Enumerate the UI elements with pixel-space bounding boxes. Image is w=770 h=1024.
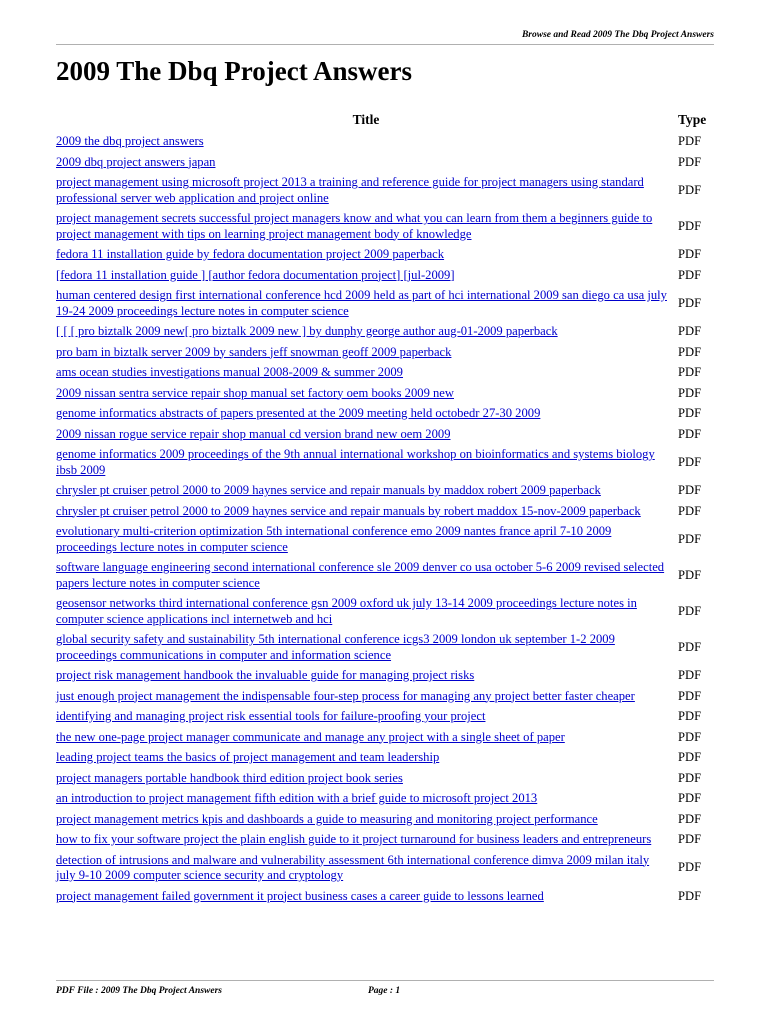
table-row (56, 687, 714, 708)
document-title-link[interactable]: chrysler pt cruiser petrol 2000 to 2009 haynes service and repair manuals by robert maddox 15-nov-2009 paperback (56, 503, 641, 518)
title-cell (56, 830, 676, 851)
page-title: 2009 The Dbq Project Answers (56, 56, 412, 86)
title-cell (56, 266, 676, 287)
title-cell (56, 245, 676, 266)
table-row (56, 153, 714, 174)
document-title-link[interactable]: geosensor networks third international conference gsn 2009 oxford uk july 13-14 2009 proceedings lecture notes in computer science applications incl internetweb and hci (56, 596, 637, 626)
document-title-link[interactable]: the new one-page project manager communicate and manage any project with a single sheet of paper (56, 729, 565, 744)
document-title-link[interactable]: 2009 the dbq project answers (56, 134, 204, 148)
title-cell (56, 384, 676, 405)
title-cell (56, 728, 676, 749)
document-title-link[interactable]: detection of intrusions and malware and vulnerability assessment 6th international conference dimva 2009 milan italy july 9-10 2009 computer science security and cryptology (56, 852, 650, 882)
table-row (56, 887, 714, 908)
file-type-label: PDF (678, 483, 702, 497)
column-header-type: Type (678, 112, 707, 127)
title-cell (56, 851, 676, 887)
file-type-label: PDF (678, 888, 702, 903)
document-title-link[interactable]: identifying and managing project risk essential tools for failure-proofing your project (56, 709, 486, 723)
table-row (56, 748, 714, 769)
file-type-label: PDF (678, 218, 702, 233)
document-title-link[interactable]: project managers portable handbook third edition project book series (56, 770, 403, 785)
title-cell (56, 887, 676, 908)
title-cell (56, 445, 676, 481)
document-title-link[interactable]: 2009 dbq project answers japan (56, 154, 216, 169)
table-header-row (56, 110, 714, 132)
title-cell (56, 630, 676, 666)
title-cell (56, 425, 676, 446)
document-title-link[interactable]: project management failed government it project business cases a career guide to lessons learned (56, 888, 544, 903)
file-type-label: PDF (678, 603, 702, 618)
file-type-label: PDF (678, 406, 702, 420)
document-table (56, 110, 714, 907)
document-title-link[interactable]: just enough project management the indispensable four-step process for managing any project better faster cheaper (56, 688, 635, 703)
file-type-label: PDF (678, 344, 702, 359)
document-title-link[interactable]: project management metrics kpis and dashboards a guide to measuring and monitoring project performance (56, 811, 598, 826)
table-row (56, 522, 714, 558)
table-row (56, 630, 714, 666)
table-row (56, 343, 714, 364)
file-type-label: PDF (678, 811, 702, 826)
footer-divider (56, 980, 714, 981)
document-title-link[interactable]: how to fix your software project the plain english guide to it project turnaround for business leaders and entrepreneurs (56, 832, 652, 846)
table-row (56, 558, 714, 594)
document-title-link[interactable]: pro bam in biztalk server 2009 by sanders jeff snowman geoff 2009 paperback (56, 344, 452, 359)
document-title-link[interactable]: 2009 nissan rogue service repair shop manual cd version brand new oem 2009 (56, 426, 451, 441)
table-row (56, 209, 714, 245)
document-title-link[interactable]: project management using microsoft project 2013 a training and reference guide for project managers using standard professional server web application and project online (56, 175, 644, 205)
table-row (56, 132, 714, 153)
table-body (56, 132, 714, 907)
file-type-label: PDF (678, 426, 702, 441)
table-row (56, 404, 714, 425)
document-title-link[interactable]: project risk management handbook the invaluable guide for managing project risks (56, 668, 475, 682)
table-row (56, 245, 714, 266)
file-type-label: PDF (678, 454, 702, 469)
title-cell (56, 502, 676, 523)
table-row (56, 266, 714, 287)
table-row (56, 769, 714, 790)
file-type-label: PDF (678, 567, 702, 582)
title-cell (56, 481, 676, 502)
document-title-link[interactable]: chrysler pt cruiser petrol 2000 to 2009 haynes service and repair manuals by maddox robert 2009 paperback (56, 483, 601, 497)
table-row (56, 502, 714, 523)
file-type-label: PDF (678, 860, 702, 875)
title-cell (56, 404, 676, 425)
file-type-label: PDF (678, 503, 702, 518)
title-cell (56, 209, 676, 245)
title-cell (56, 594, 676, 630)
table-row (56, 445, 714, 481)
page-header: Browse and Read 2009 The Dbq Project Answers (521, 30, 714, 40)
file-type-label: PDF (678, 729, 702, 744)
file-type-label: PDF (678, 247, 702, 261)
document-title-link[interactable]: [fedora 11 installation guide ] [author fedora documentation project] [jul-2009] (56, 267, 455, 282)
title-cell (56, 132, 676, 153)
file-type-label: PDF (678, 134, 702, 148)
table-row (56, 594, 714, 630)
title-cell (56, 322, 676, 343)
table-row (56, 728, 714, 749)
document-title-link[interactable]: human centered design first international conference hcd 2009 held as part of hci international 2009 san diego ca usa july 19-24 2009 proceedings lecture notes in computer science (56, 288, 667, 318)
header-divider (56, 44, 714, 45)
title-cell (56, 343, 676, 364)
table-row (56, 666, 714, 687)
file-type-label: PDF (678, 267, 702, 282)
title-cell (56, 707, 676, 728)
document-title-link[interactable]: 2009 nissan sentra service repair shop manual set factory oem books 2009 new (56, 385, 454, 400)
document-title-link[interactable]: project management secrets successful project managers know and what you can learn from them a beginners guide to project management with tips on learning project management body of knowledge (56, 211, 653, 241)
file-type-label: PDF (678, 295, 702, 310)
table-row (56, 810, 714, 831)
document-title-link[interactable]: evolutionary multi-criterion optimization 5th international conference emo 2009 nantes france april 7-10 2009 proceedings lecture notes in computer science (56, 524, 612, 554)
title-cell (56, 522, 676, 558)
table-row (56, 481, 714, 502)
title-cell (56, 748, 676, 769)
document-title-link[interactable]: ams ocean studies investigations manual 2008-2009 & summer 2009 (56, 365, 403, 379)
document-title-link[interactable]: genome informatics 2009 proceedings of the 9th annual international workshop on bioinformatics and systems biology ibsb 2009 (56, 447, 655, 477)
file-type-label: PDF (678, 750, 702, 764)
table-row (56, 425, 714, 446)
title-cell (56, 666, 676, 687)
document-title-link[interactable]: an introduction to project management fifth edition with a brief guide to microsoft project 2013 (56, 791, 538, 805)
document-title-link[interactable]: fedora 11 installation guide by fedora documentation project 2009 paperback (56, 247, 445, 261)
footer-file-label: PDF File : 2009 The Dbq Project Answers (56, 986, 222, 996)
title-cell (56, 769, 676, 790)
title-cell (56, 153, 676, 174)
table-row (56, 851, 714, 887)
document-title-link[interactable]: genome informatics abstracts of papers presented at the 2009 meeting held octobedr 27-30 2009 (56, 406, 541, 420)
document-title-link[interactable]: [ [ [ pro biztalk 2009 new[ pro biztalk 2009 new ] by dunphy george author aug-01-2009 paperback (56, 324, 558, 338)
table-row (56, 286, 714, 322)
document-title-link[interactable]: leading project teams the basics of project management and team leadership (56, 750, 440, 764)
table-row (56, 707, 714, 728)
file-type-label: PDF (678, 709, 702, 723)
file-type-label: PDF (678, 385, 702, 400)
title-cell (56, 286, 676, 322)
table-row (56, 789, 714, 810)
table-row (56, 384, 714, 405)
file-type-label: PDF (678, 365, 702, 379)
file-type-label: PDF (678, 770, 702, 785)
file-type-label: PDF (678, 791, 702, 805)
title-cell (56, 789, 676, 810)
document-title-link[interactable]: global security safety and sustainability 5th international conference icgs3 2009 london uk september 1-2 2009 proceedings communications in computer and information science (56, 632, 615, 662)
file-type-label: PDF (678, 639, 702, 654)
file-type-label: PDF (678, 832, 702, 846)
file-type-label: PDF (678, 668, 702, 682)
file-type-label: PDF (678, 688, 702, 703)
title-cell (56, 173, 676, 209)
title-cell (56, 558, 676, 594)
title-cell (56, 687, 676, 708)
table-row (56, 830, 714, 851)
title-cell (56, 363, 676, 384)
file-type-label: PDF (678, 154, 702, 169)
table-row (56, 363, 714, 384)
table-row (56, 173, 714, 209)
document-title-link[interactable]: software language engineering second international conference sle 2009 denver co usa october 5-6 2009 revised selected papers lecture notes in computer science (56, 560, 665, 590)
table-row (56, 322, 714, 343)
title-cell (56, 810, 676, 831)
file-type-label: PDF (678, 531, 702, 546)
file-type-label: PDF (678, 324, 702, 338)
footer-page-number: Page : 1 (368, 986, 401, 996)
file-type-label: PDF (678, 182, 702, 197)
column-header-title: Title (352, 112, 380, 127)
